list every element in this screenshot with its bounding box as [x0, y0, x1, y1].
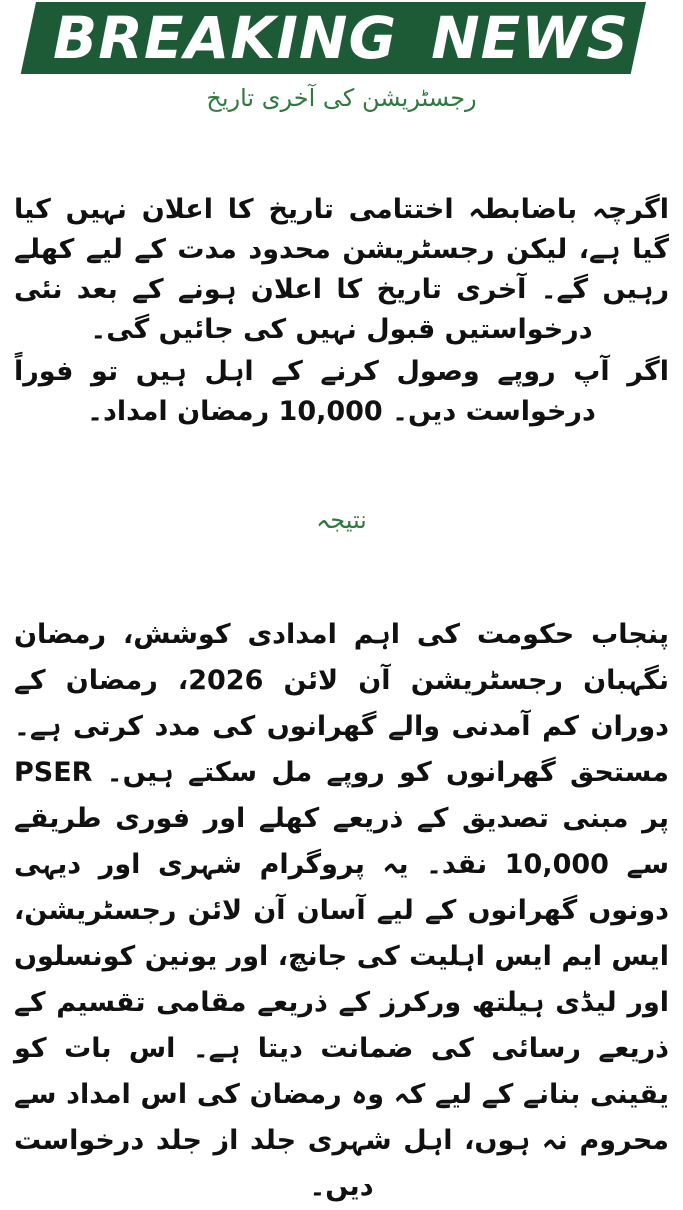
paragraph-apply-now: اگر آپ روپے وصول کرنے کے اہل ہیں تو فوراً درخواست دیں۔ 10,000 رمضان امداد۔: [14, 356, 669, 427]
paragraph-conclusion: پنجاب حکومت کی اہم امدادی کوشش، رمضان نگہبان رجسٹریشن آن لائن 2026، رمضان کے دوران کم آمدنی والے گھرانوں کی مدد کرتی ہے۔ مستحق گھرانوں کو روپے مل سکتے ہیں۔ PSER پر مبنی تصدیق کے ذریعے کھلے اور فوری طریقے سے 10,000 نقد۔ یہ پروگرام شہری اور دیہی دونوں گھرانوں کے لیے آسان آن لائن رجسٹریشن، ایس ایم ایس اہلیت کی جانچ، اور یونین کونسلوں اور لیڈی ہیلتھ ورکرز کے ذریعے مقامی تقسیم کے ذریعے رسائی کی ضمانت دیتا ہے۔ اس بات کو یقینی بنانے کے لیے کہ وہ رمضان کی اس امداد سے محروم نہ ہوں، اہل شہری جلد از جلد درخواست دیں۔: [14, 619, 669, 1202]
section-heading-conclusion: نتیجہ: [316, 506, 367, 534]
paragraph-registration-deadline: اگرچہ باضابطہ اختتامی تاریخ کا اعلان نہیں کیا گیا ہے، لیکن رجسٹریشن محدود مدت کے لیے کھلے رہیں گے۔ آخری تاریخ کا اعلان ہونے کے بعد نئی درخواستیں قبول نہیں کی جائیں گی۔: [14, 194, 669, 345]
banner-word-breaking: BREAKING: [53, 4, 398, 72]
banner-word-news: NEWS: [431, 4, 629, 72]
breaking-news-title: [36, 2, 646, 74]
article-subtitle: رجسٹریشن کی آخری تاریخ: [206, 84, 477, 112]
